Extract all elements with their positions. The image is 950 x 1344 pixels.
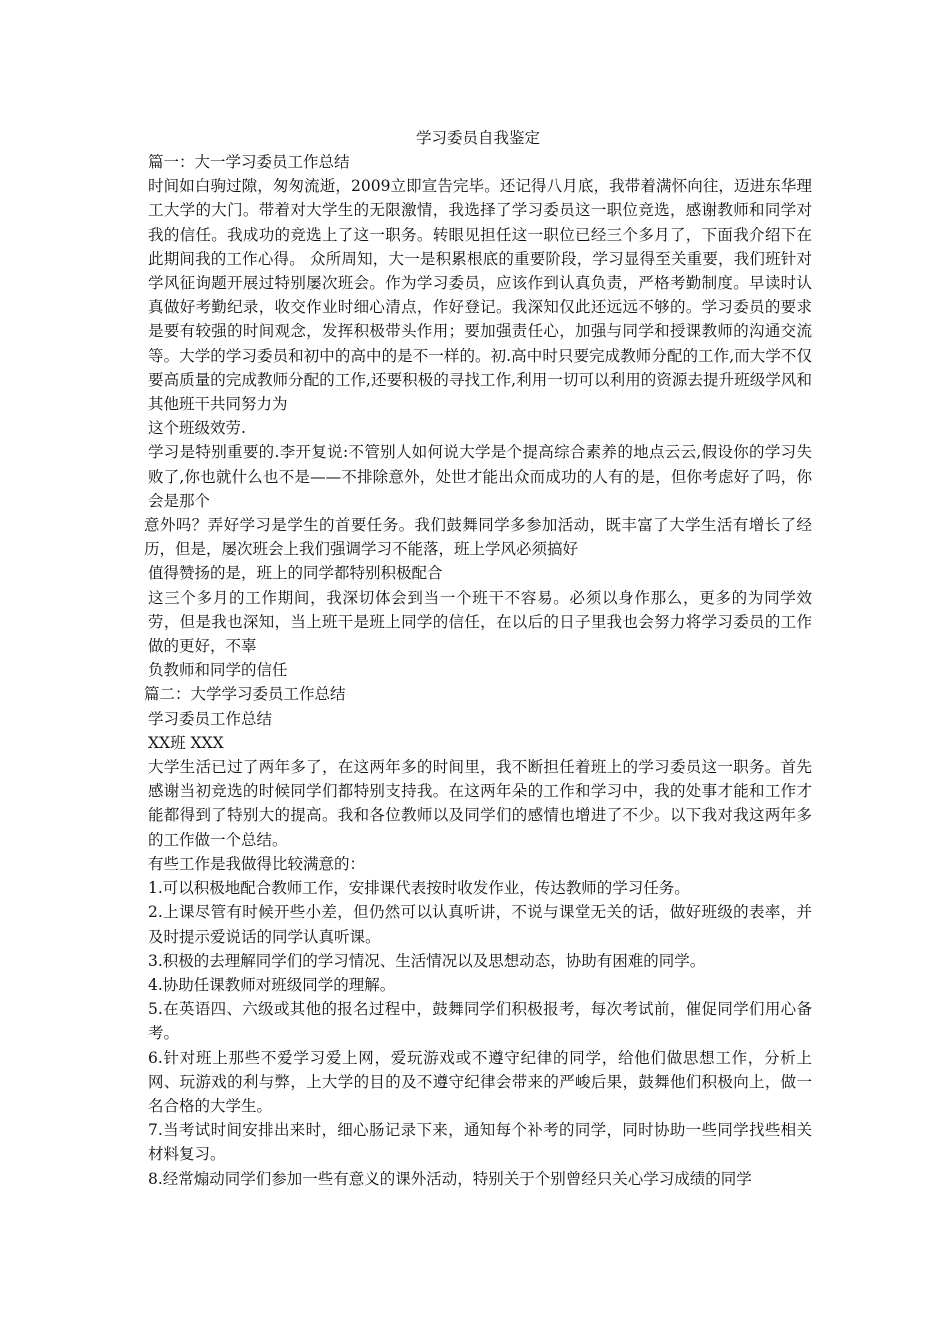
paragraph: 篇二：大学学习委员工作总结 [144,685,346,704]
paragraph: 7.当考试时间安排出来时，细心肠记录下来，通知每个补考的同学，同时协助一些同学找些相关材料复习。 [148,1121,812,1164]
paragraph: 意外吗？弄好学习是学生的首要任务。我们鼓舞同学多参加活动，既丰富了大学生活有增长了经历，但是，屡次班会上我们强调学习不能落，班上学风必须搞好 [144,516,812,559]
paragraph: 篇一：大一学习委员工作总结 [148,153,350,171]
paragraph: 大学生活已过了两年多了，在这两年多的时间里，我不断担任着班上的学习委员这一职务。首先感谢当初竞选的时候同学们都特别支持我。在这两年朵的工作和学习中，我的处事才能和工作才能都得到了特别大的提高。我和各位教师以及同学们的感情也增进了不少。以下我对我这两年多的工作做一个总结。 [148,758,812,849]
paragraph: 时间如白驹过隙，匆匆流逝，2009立即宣告完毕。还记得八月底，我带着满怀向往，迈进东华理工大学的大门。带着对大学生的无限激情，我选择了学习委员这一职位竞选，感谢教师和同学对我的信任。我成功的竞选上了这一职务。转眼见担任这一职位已经三个多月了，下面我介绍下在此期间我的工作心得。 众所周知，大一是积累根底的重要阶段，学习显得至关重要，我们班针对学风征询题开展过特别屡次班会。作为学习委员，应该作到认真负责，严格考勤制度。早读时认真做好考勤纪录，收交作业时细心清点，作好登记。我深知仅此还远远不够的。学习委员的要求是要有较强的时间观念，发挥积极带头作用；要加强责任心，加强与同学和授课教师的沟通交流等。大学的学习委员和初中的高中的是不一样的。初.高中时只要完成教师分配的工作,而大学不仅要高质量的完成教师分配的工作,还要积极的寻找工作,利用一切可以利用的资源去提升班级学风和其他班干共同努力为 [148,177,812,414]
document-body [144,150,812,1191]
paragraph: 学习是特别重要的.李开复说:不管别人如何说大学是个提高综合素养的地点云云,假设你的学习失败了,你也就什么也不是——不排除意外，处世才能出众而成功的人有的是，但你考虑好了吗，你会是那个 [148,443,812,510]
paragraph: 4.协助任课教师对班级同学的理解。 [148,975,396,994]
paragraph: 负教师和同学的信任 [148,661,288,680]
paragraph: 1.可以积极地配合教师工作，安排课代表按时收发作业，传达教师的学习任务。 [148,879,690,898]
paragraph: 这个班级效劳. [148,419,246,438]
paragraph: 8.经常煽动同学们参加一些有意义的课外活动，特别关于个别曾经只关心学习成绩的同学 [148,1169,752,1188]
document-title: 学习委员自我鉴定 [415,129,540,147]
document-page [144,126,812,1191]
paragraph: 5.在英语四、六级或其他的报名过程中，鼓舞同学们积极报考，每次考试前，催促同学们用心备考。 [148,1000,812,1043]
paragraph: 值得赞扬的是，班上的同学都特别积极配合 [148,564,443,583]
paragraph: 6.针对班上那些不爱学习爱上网，爱玩游戏或不遵守纪律的同学，给他们做思想工作，分析上网、玩游戏的利与弊，上大学的目的及不遵守纪律会带来的严峻后果，鼓舞他们积极向上，做一名合格的大学生。 [148,1048,812,1115]
paragraph: 这三个多月的工作期间，我深切体会到当一个班干不容易。必须以身作那么，更多的为同学效劳，但是我也深知，当上班干是班上同学的信任，在以后的日子里我也会努力将学习委员的工作做的更好，不辜 [148,588,812,656]
paragraph: 学习委员工作总结 [148,709,273,728]
paragraph: 3.积极的去理解同学们的学习情况、生活情况以及思想动态，协助有困难的同学。 [148,951,706,970]
paragraph: 2.上课尽管有时候开些小差，但仍然可以认真听讲，不说与课堂无关的话，做好班级的表率，并及时提示爱说话的同学认真听课。 [148,903,812,946]
paragraph: XX班 XXX [148,733,224,752]
paragraph: 有些工作是我做得比较满意的： [148,854,366,873]
